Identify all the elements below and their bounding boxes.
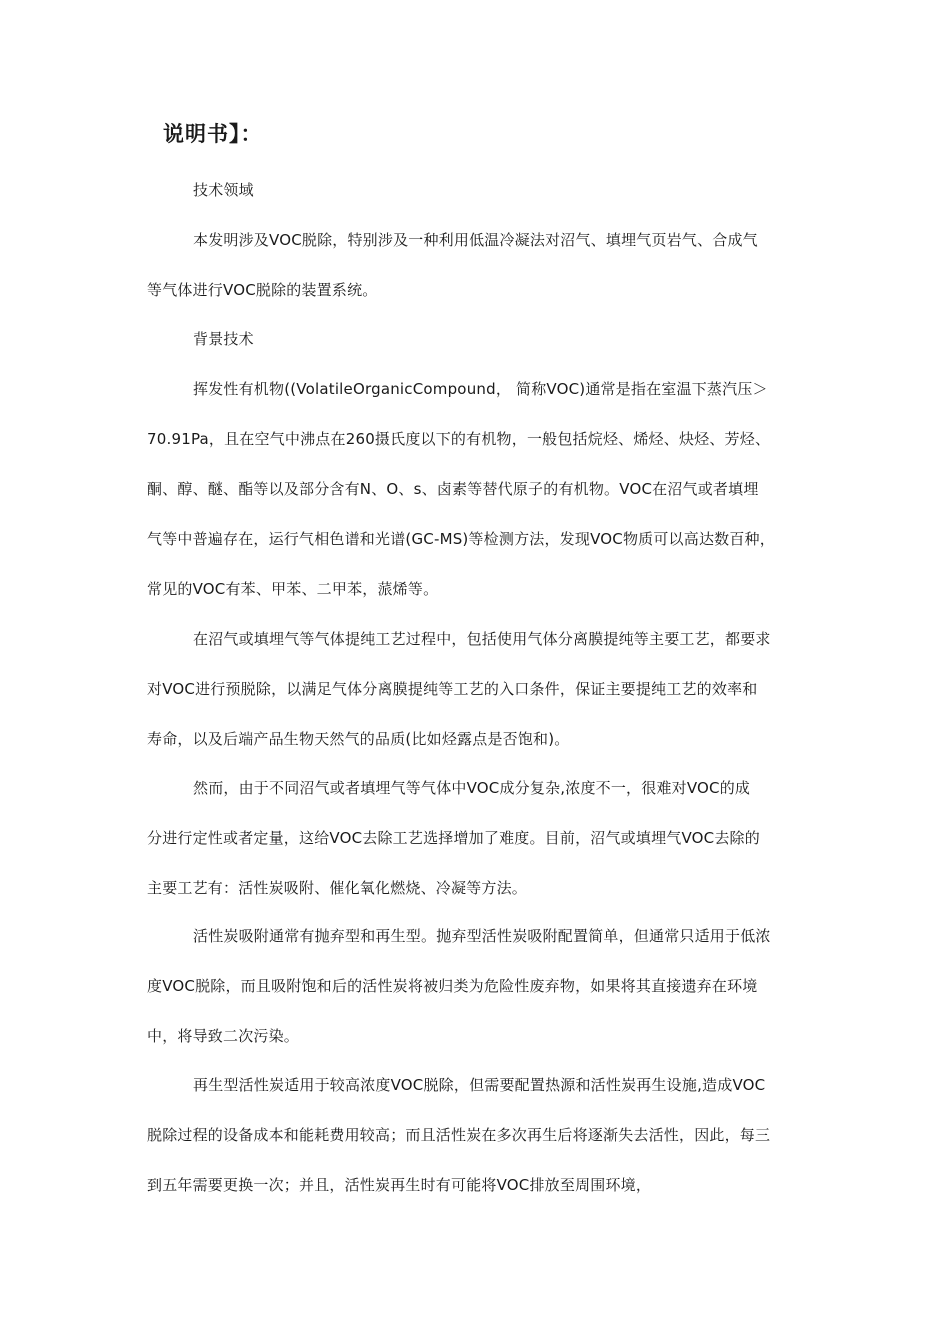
paragraph-line: 到五年需要更换一次；并且，活性炭再生时有可能将VOC排放至周围环境， bbox=[147, 1176, 652, 1194]
paragraph-line: 等气体进行VOC脱除的装置系统。 bbox=[147, 281, 378, 299]
heading-technical-field: 技术领域 bbox=[193, 181, 254, 199]
paragraph-line: 然而，由于不同沼气或者填埋气等气体中VOC成分复杂,浓度不一，很难对VOC的成 bbox=[193, 779, 751, 797]
paragraph-line: 分进行定性或者定量，这给VOC去除工艺选择增加了难度。目前，沼气或填埋气VOC去除的 bbox=[147, 829, 760, 847]
paragraph-line: 本发明涉及VOC脱除，特别涉及一种利用低温冷凝法对沼气、填埋气页岩气、合成气 bbox=[193, 231, 758, 249]
paragraph-line: 再生型活性炭适用于较高浓度VOC脱除，但需要配置热源和活性炭再生设施,造成VOC bbox=[193, 1076, 766, 1094]
paragraph-line: 挥发性有机物((VolatileOrganicCompound， 简称VOC)通常是指在室温下蒸汽压＞ bbox=[193, 380, 768, 398]
paragraph-line: 中，将导致二次污染。 bbox=[147, 1027, 300, 1045]
paragraph-line: 酮、醇、醚、酯等以及部分含有N、O、s、卤素等替代原子的有机物。VOC在沼气或者填埋 bbox=[147, 480, 759, 498]
section-title: 说明书】： bbox=[163, 122, 263, 146]
paragraph-line: 对VOC进行预脱除，以满足气体分离膜提纯等工艺的入口条件，保证主要提纯工艺的效率和 bbox=[147, 680, 758, 698]
heading-background: 背景技术 bbox=[193, 330, 254, 348]
paragraph-line: 气等中普遍存在，运行气相色谱和光谱(GC-MS)等检测方法，发现VOC物质可以高达数百种， bbox=[147, 530, 775, 548]
paragraph-line: 活性炭吸附通常有抛弃型和再生型。抛弃型活性炭吸附配置简单，但通常只适用于低浓 bbox=[193, 927, 771, 945]
paragraph-line: 寿命，以及后端产品生物天然气的品质(比如烃露点是否饱和)。 bbox=[147, 730, 570, 748]
paragraph-line: 主要工艺有：活性炭吸附、催化氧化燃烧、冷凝等方法。 bbox=[147, 879, 528, 897]
paragraph-line: 在沼气或填埋气等气体提纯工艺过程中，包括使用气体分离膜提纯等主要工艺，都要求 bbox=[193, 630, 771, 648]
paragraph-line: 度VOC脱除，而且吸附饱和后的活性炭将被归类为危险性废弃物，如果将其直接遗弃在环境 bbox=[147, 977, 758, 995]
paragraph-line: 常见的VOC有苯、甲苯、二甲苯，蒎烯等。 bbox=[147, 580, 439, 598]
paragraph-line: 70.91Pa，且在空气中沸点在260摄氏度以下的有机物，一般包括烷烃、烯烃、炔烃、芳烃、 bbox=[147, 430, 771, 448]
paragraph-line: 脱除过程的设备成本和能耗费用较高；而且活性炭在多次再生后将逐渐失去活性，因此，每三 bbox=[147, 1126, 771, 1144]
